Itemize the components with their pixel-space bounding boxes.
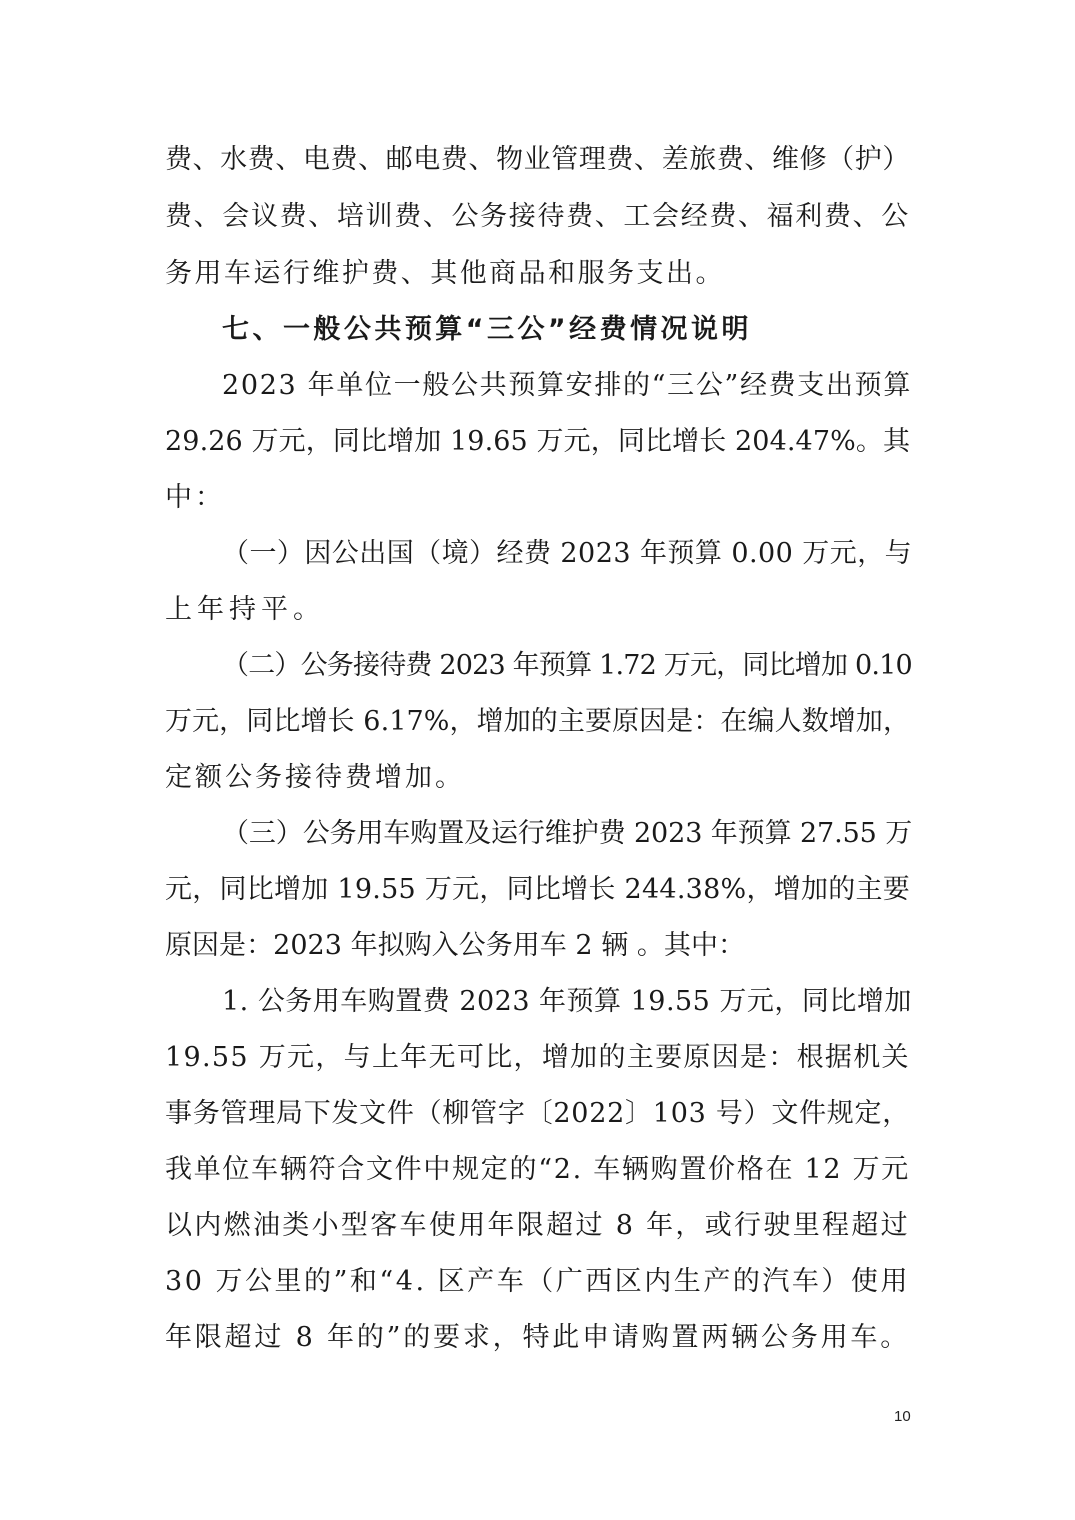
text-line: 上年持平。 (165, 594, 325, 625)
text-line: 费、会议费、培训费、公务接待费、工会经费、福利费、公 (165, 201, 910, 232)
page-number: 10 (894, 1408, 911, 1425)
text-line: 我单位车辆符合文件中规定的“2. 车辆购置价格在 12 万元 (165, 1154, 910, 1185)
text-line: 19.55 万元，与上年无可比，增加的主要原因是：根据机关 (165, 1042, 910, 1073)
text-line: 30 万公里的”和“4. 区产车（广西区内生产的汽车）使用 (165, 1266, 910, 1297)
text-line: （三）公务用车购置及运行维护费 2023 年预算 27.55 万 (222, 818, 913, 849)
text-line: 定额公务接待费增加。 (165, 762, 465, 793)
text-line: 以内燃油类小型客车使用年限超过 8 年，或行驶里程超过 (165, 1210, 910, 1241)
text-line: （二）公务接待费 2023 年预算 1.72 万元，同比增加 0.10 (222, 650, 912, 681)
section-heading: 七、一般公共预算“三公”经费情况说明 (222, 314, 752, 345)
text-line: 1. 公务用车购置费 2023 年预算 19.55 万元，同比增加 (222, 986, 912, 1017)
text-line: 年限超过 8 年的”的要求，特此申请购置两辆公务用车。 (165, 1322, 911, 1353)
text-line: （一）因公出国（境）经费 2023 年预算 0.00 万元，与 (222, 538, 913, 569)
text-line: 元，同比增加 19.55 万元，同比增长 244.38%，增加的主要 (165, 874, 911, 905)
text-line: 2023 年单位一般公共预算安排的“三公”经费支出预算 (222, 370, 912, 401)
text-line: 万元，同比增长 6.17%，增加的主要原因是：在编人数增加， (165, 706, 911, 737)
text-line: 务用车运行维护费、其他商品和服务支出。 (165, 258, 725, 289)
text-line: 事务管理局下发文件（柳管字〔2022〕103 号）文件规定， (165, 1098, 911, 1129)
text-line: 原因是：2023 年拟购入公务用车 2 辆 。其中： (165, 930, 746, 961)
text-line: 中： (165, 482, 225, 513)
text-line: 29.26 万元，同比增加 19.65 万元，同比增长 204.47%。其 (165, 426, 911, 457)
text-line: 费、水费、电费、邮电费、物业管理费、差旅费、维修（护） (165, 144, 910, 175)
